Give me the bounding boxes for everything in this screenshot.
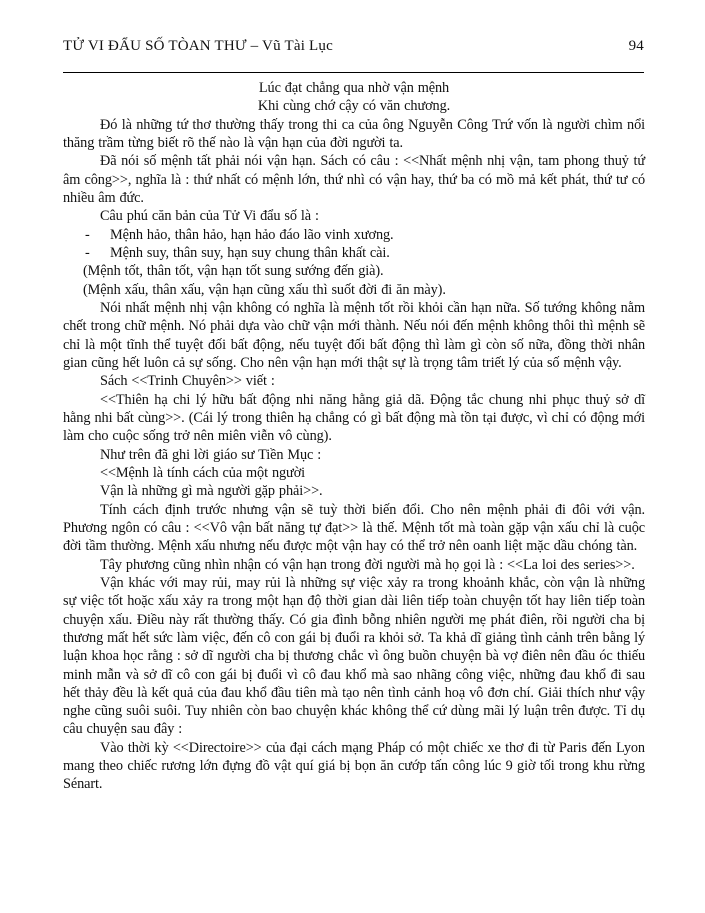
list-item [63,244,645,262]
paragraph: Đã nói số mệnh tất phải nói vận hạn. Sách có câu : <<Nhất mệnh nhị vận, tam phong thuỷ tứ âm công>>, nghĩa là : thứ nhất có mệnh lớn, thứ nhì có vận hay, thứ ba có mồ mả kết phát, thứ tư có nhiều âm đức. [63,153,645,206]
note-line: (Mệnh tốt, thân tốt, vận hạn tốt sung sướng đến già). [83,263,384,280]
running-title: TỬ VI ĐẨU SỐ TÒAN THƯ – Vũ Tài Lục [63,38,333,54]
header-rule [63,72,644,73]
paragraph: Câu phú căn bản của Tử Vi đẩu số là : [100,208,319,225]
page-header [63,38,644,55]
paragraph: Đó là những tứ thơ thường thấy trong thi ca của ông Nguyễn Công Trứ vốn là người chìm nổi thăng trầm từng biết rõ thế nào là vận hạn của đời người ta. [63,116,645,151]
note-line: (Mệnh xấu, thân xấu, vận hạn cũng xấu thì suốt đời đi ăn mày). [83,281,446,298]
list-dash-marker: - [85,244,90,261]
paragraph: Như trên đã ghi lời giáo sư Tiền Mục : [100,446,322,463]
paragraph: Vào thời kỳ <<Directoire>> của đại cách mạng Pháp có một chiếc xe thơ đi từ Paris đến Lyon mang theo chiếc rương lớn đựng đồ vật quí giá bị bọn ăn cướp tấn công lúc 9 giờ tối trong khu rừng Sénart. [63,739,645,793]
paragraph: Tây phương cũng nhìn nhận có vận hạn trong đời người mà họ gọi là : <<La loi des series>>. [100,556,635,573]
list-item-text: Mệnh suy, thân suy, hạn suy chung thân khất cài. [110,244,390,261]
verse-line: Khi cùng chớ cậy có văn chương. [257,98,451,115]
body-text [63,79,645,794]
paragraph: Nói nhất mệnh nhị vận không có nghĩa là mệnh tốt rồi khỏi cần hạn nữa. Số tướng không nằm chết trong chữ mệnh. Nó phải dựa vào chữ vận mới thành. Nếu nói đến mệnh không thôi thì mệnh sẽ chỉ là một tĩnh thể tuyệt đối bất động, nếu tuyệt đối bất động thì làm gì còn số nữa, đồng thời nhân gian cũng hết luôn cả sự sống. Cho nên vận hạn mới thật sự là trọng tâm triết lý của số mệnh vậy. [63,299,645,371]
page-number: 94 [628,38,644,54]
list-item [63,226,645,244]
paragraph: <<Thiên hạ chi lý hữu bất động nhi năng hằng giả dã. Động tắc chung nhi phục thuỷ sở dĩ hằng nhi bất cùng>>. (Cái lý trong thiên hạ chẳng có gì bất động mà tồn tại được, vì chỉ có động mới làm cho cuộc sống trở nên miên viễn vô cùng). [63,391,645,445]
verse-line: Lúc đạt chẳng qua nhờ vận mệnh [258,80,450,96]
paragraph: Vận khác với may rủi, may rủi là những sự việc xảy ra trong khoảnh khắc, còn vận là những sự việc tốt hoặc xấu xảy ra trong một hạn độ thời gian dài liên tiếp toàn chuyện tốt hay liên tiếp toàn chuyện xấu. Điều này rất thường thấy. Có gia đình bỗng nhiên người mẹ phát điên, rồi người cha bị thương mất hết sức làm việc, đến cô con gái bị đuổi ra khỏi sở. Ta khả dĩ giảng tình cảnh trên bằng lý luận khoa học rằng : sở dĩ người cha bị thương chắc vì ông buồn chuyện bà vợ điên nên đầu óc thiếu minh mẫn và sở dĩ cô con gái bị đuổi vì cô đau khổ mà sao nhãng công việc, những đau khổ đi sau hết thảy đều là kết quả của đau khổ đầu tiên mà tạo nên tình cảnh hoạ vô đơn chí. Giải thích như vậy nghe cũng suôi suôi. Tuy nhiên còn bao chuyện khác không thể cứ dùng mãi lý luận trên được. Tỉ dụ câu chuyện sau đây : [63,574,645,738]
paragraph: Sách <<Trinh Chuyên>> viết : [100,373,275,390]
list-item-text: Mệnh hảo, thân hảo, hạn hảo đáo lão vinh xương. [110,226,394,243]
quote-line: <<Mệnh là tính cách của một người [100,464,306,481]
list-dash-marker: - [85,226,90,243]
quote-line: Vận là những gì mà người gặp phải>>. [100,483,323,500]
paragraph: Tính cách định trước nhưng vận sẽ tuỳ thời biến đổi. Cho nên mệnh phải đi đôi với vận. Phương ngôn có câu : <<Vô vận bất năng tự đạt>> là thế. Mệnh tốt mà toàn gặp vận xấu chỉ là cuộc đời tầm thường. Mệnh xấu nhưng nếu được một vận hay có thể trở nên oanh liệt mặc dầu chóng tàn. [63,501,645,555]
